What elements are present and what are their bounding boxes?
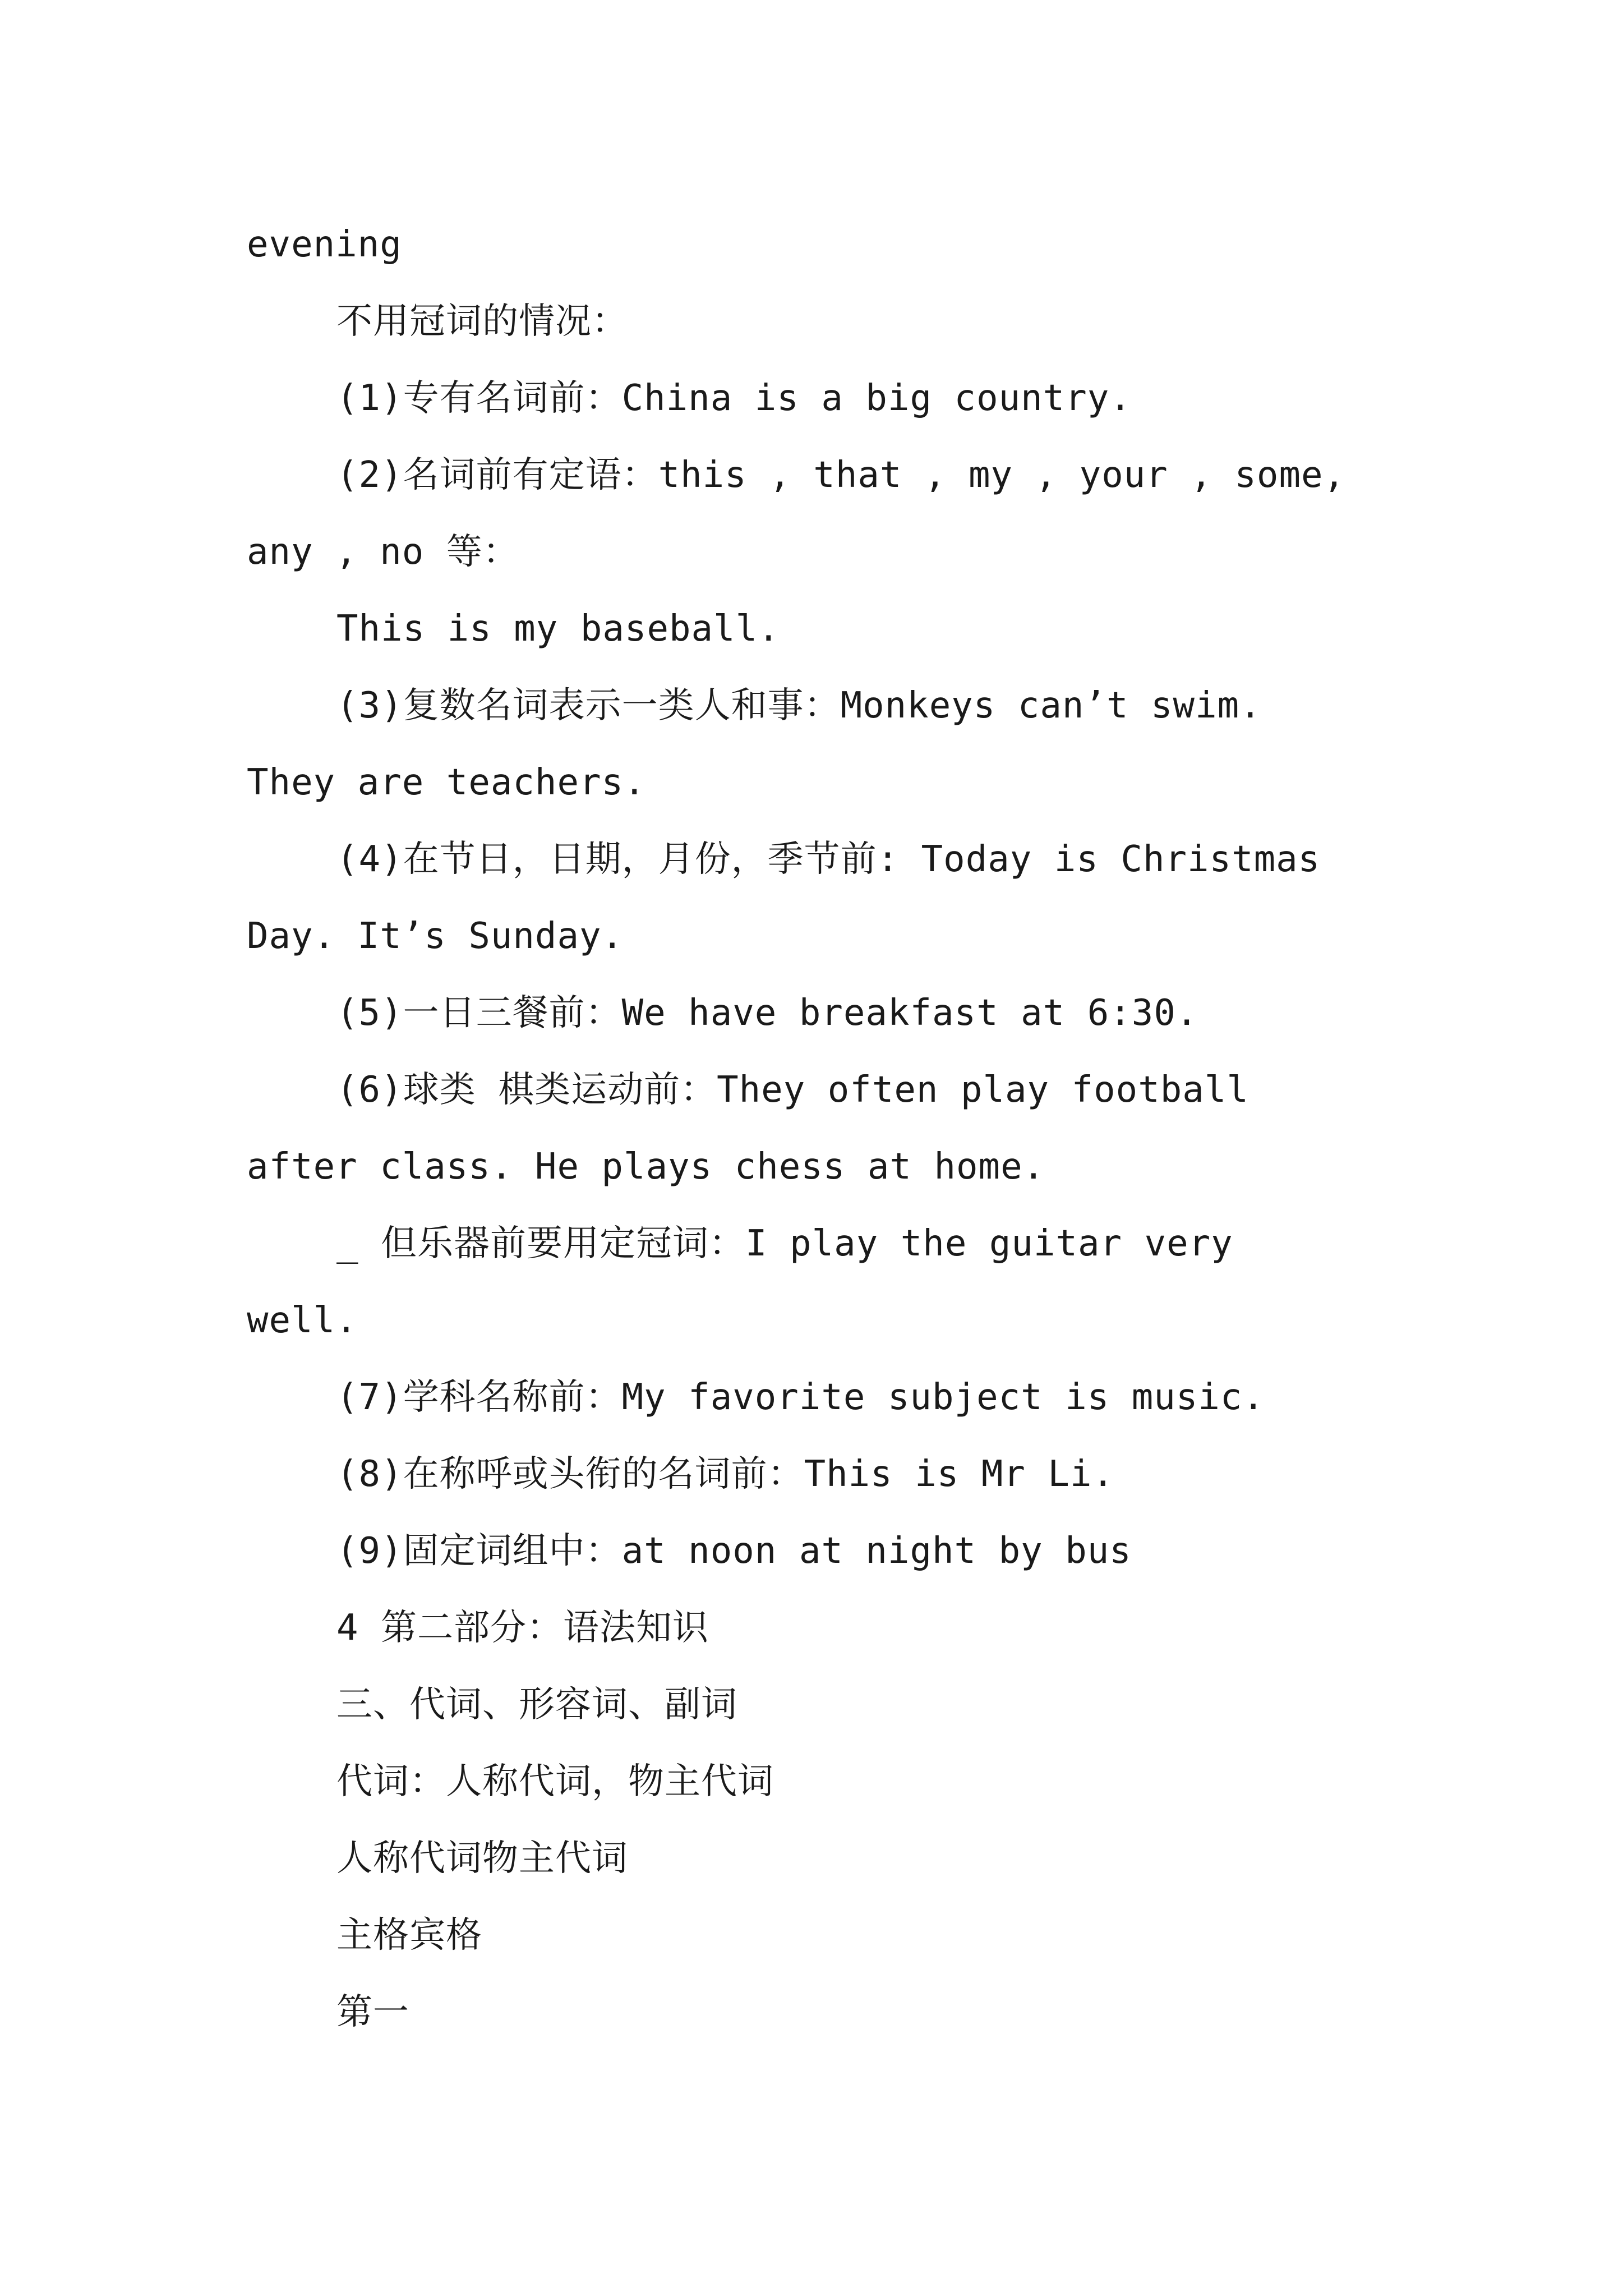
text-line: 人称代词物主代词 [336, 1838, 628, 1879]
text-line: evening [247, 224, 402, 265]
text-line: any , no 等： [247, 531, 519, 573]
text-line: (1)专有名词前：China is a big country. [336, 378, 1132, 419]
text-line: after class. He plays chess at home. [247, 1146, 1045, 1188]
text-line: 主格宾格 [336, 1915, 482, 1956]
text-line: 不用冠词的情况： [336, 301, 628, 342]
text-line: (7)学科名称前：My favorite subject is music. [336, 1377, 1265, 1418]
section-heading: 三、代词、形容词、副词 [336, 1684, 737, 1726]
text-line: (6)球类 棋类运动前：They often play football [336, 1069, 1249, 1111]
text-line: They are teachers. [247, 762, 646, 803]
text-line: Day. It’s Sunday. [247, 915, 624, 957]
text-line: _ 但乐器前要用定冠词：I play the guitar very [336, 1223, 1233, 1264]
text-line: (5)一日三餐前：We have breakfast at 6:30. [336, 992, 1198, 1034]
text-line: This is my baseball. [336, 608, 780, 650]
text-line: (2)名词前有定语：this , that , my , your , some, [336, 454, 1346, 496]
text-line: (9)固定词组中：at noon at night by bus [336, 1530, 1132, 1572]
text-line: 第一 [336, 1991, 409, 2033]
text-line: (4)在节日，日期，月份，季节前: Today is Christmas [336, 839, 1321, 880]
section-heading: 4 第二部分：语法知识 [336, 1607, 709, 1649]
text-line: (3)复数名词表示一类人和事：Monkeys can’t swim. [336, 685, 1262, 726]
text-line: well. [247, 1300, 358, 1341]
text-line: (8)在称呼或头衔的名词前：This is Mr Li. [336, 1453, 1115, 1495]
text-line: 代词：人称代词，物主代词 [336, 1761, 774, 1802]
